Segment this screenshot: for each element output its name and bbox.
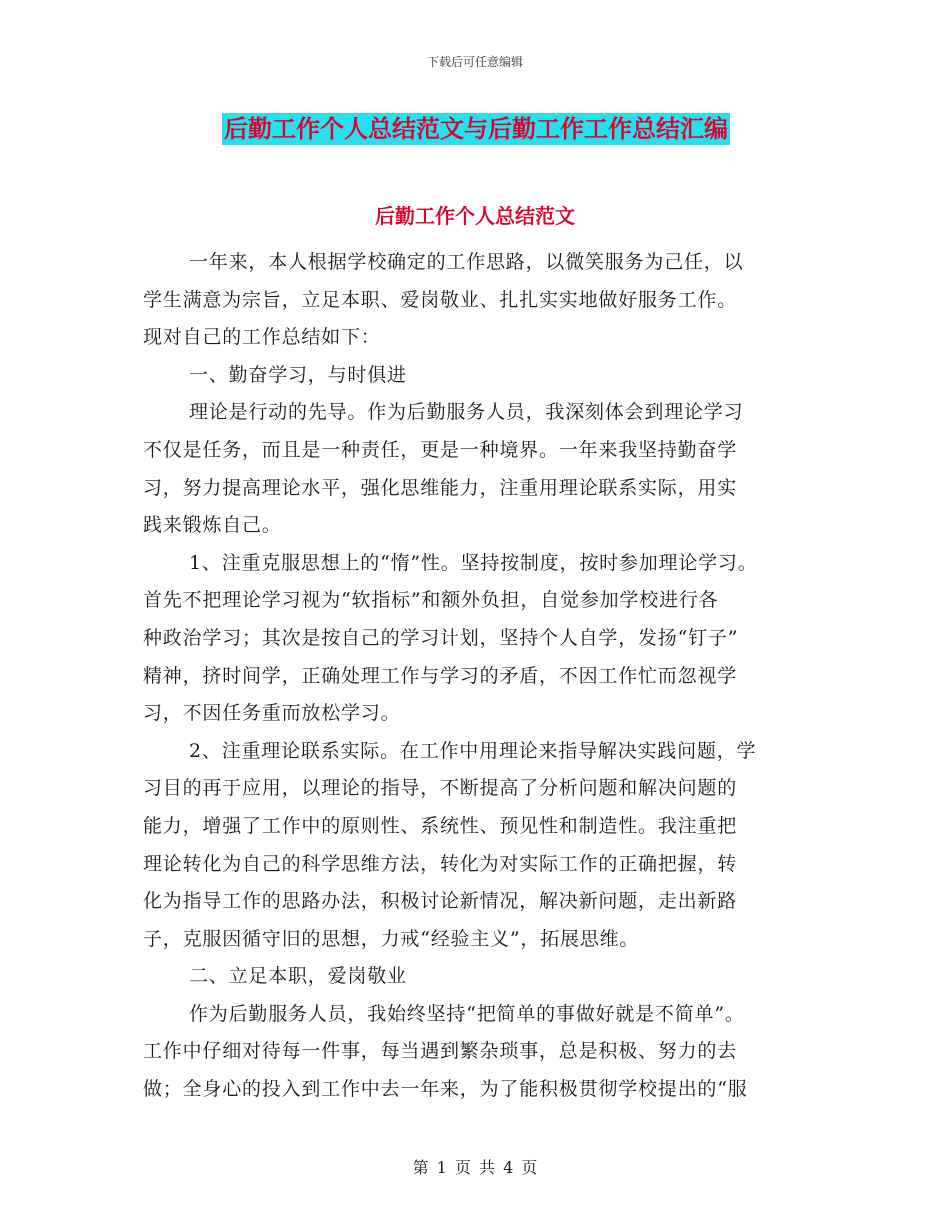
section-title: 后勤工作个人总结范文 <box>375 204 575 228</box>
paragraph-line: 践来锻炼自己。 <box>143 514 282 537</box>
paragraph-line: 精神，挤时间学，正确处理工作与学习的矛盾，不因工作忙而忽视学 <box>143 664 738 687</box>
heading-line: 二、立足本职，爱岗敬业 <box>189 965 407 988</box>
paragraph-line: 习目的再于应用，以理论的指导，不断提高了分析问题和解决问题的 <box>143 777 738 800</box>
body-text <box>143 244 833 1109</box>
paragraph-line: 1、注重克服思想上的“惰”性。坚持按制度，按时参加理论学习。 <box>189 551 758 574</box>
paragraph-line: 作为后勤服务人员，我始终坚持“把简单的事做好就是不简单”。 <box>189 1002 745 1025</box>
paragraph-line: 做；全身心的投入到工作中去一年来，为了能积极贯彻学校提出的“服 <box>143 1078 748 1101</box>
paragraph-line: 能力，增强了工作中的原则性、系统性、预见性和制造性。我注重把 <box>143 814 738 837</box>
paragraph-line: 理论是行动的先导。作为后勤服务人员，我深刻体会到理论学习 <box>189 401 744 424</box>
paragraph-line: 化为指导工作的思路办法，积极讨论新情况，解决新问题，走出新路 <box>143 890 738 913</box>
paragraph-line: 2、注重理论联系实际。在工作中用理论来指导解决实践问题，学 <box>189 739 757 762</box>
paragraph-line: 不仅是任务，而且是一种责任，更是一种境界。一年来我坚持勤奋学 <box>143 438 738 461</box>
paragraph-line: 工作中仔细对待每一件事，每当遇到繁杂琐事，总是积极、努力的去 <box>143 1040 738 1063</box>
main-title: 后勤工作个人总结范文与后勤工作工作总结汇编 <box>224 115 728 143</box>
paragraph-line: 子，克服因循守旧的思想，力戒“经验主义”，拓展思维。 <box>143 927 640 950</box>
paragraph-line: 学生满意为宗旨，立足本职、爱岗敬业、扎扎实实地做好服务工作。 <box>143 288 738 311</box>
header-note: 下载后可任意编辑 <box>426 55 523 69</box>
paragraph-line: 首先不把理论学习视为“软指标”和额外负担，自觉参加学校进行各 <box>143 589 719 612</box>
paragraph-line: 理论转化为自己的科学思维方法，转化为对实际工作的正确把握，转 <box>143 852 738 875</box>
heading-line: 一、勤奋学习，与时俱进 <box>189 363 407 386</box>
paragraph-line: 习，努力提高理论水平，强化思维能力，注重用理论联系实际，用实 <box>143 476 738 499</box>
paragraph-line: 一年来，本人根据学校确定的工作思路，以微笑服务为己任，以 <box>189 251 744 273</box>
paragraph-line: 习，不因任务重而放松学习。 <box>143 702 401 725</box>
paragraph-line: 现对自己的工作总结如下： <box>143 326 381 349</box>
page-footer: 第 1 页 共 4 页 <box>412 1158 538 1177</box>
paragraph-line: 种政治学习；其次是按自己的学习计划，坚持个人自学，发扬“钉子” <box>143 626 739 649</box>
